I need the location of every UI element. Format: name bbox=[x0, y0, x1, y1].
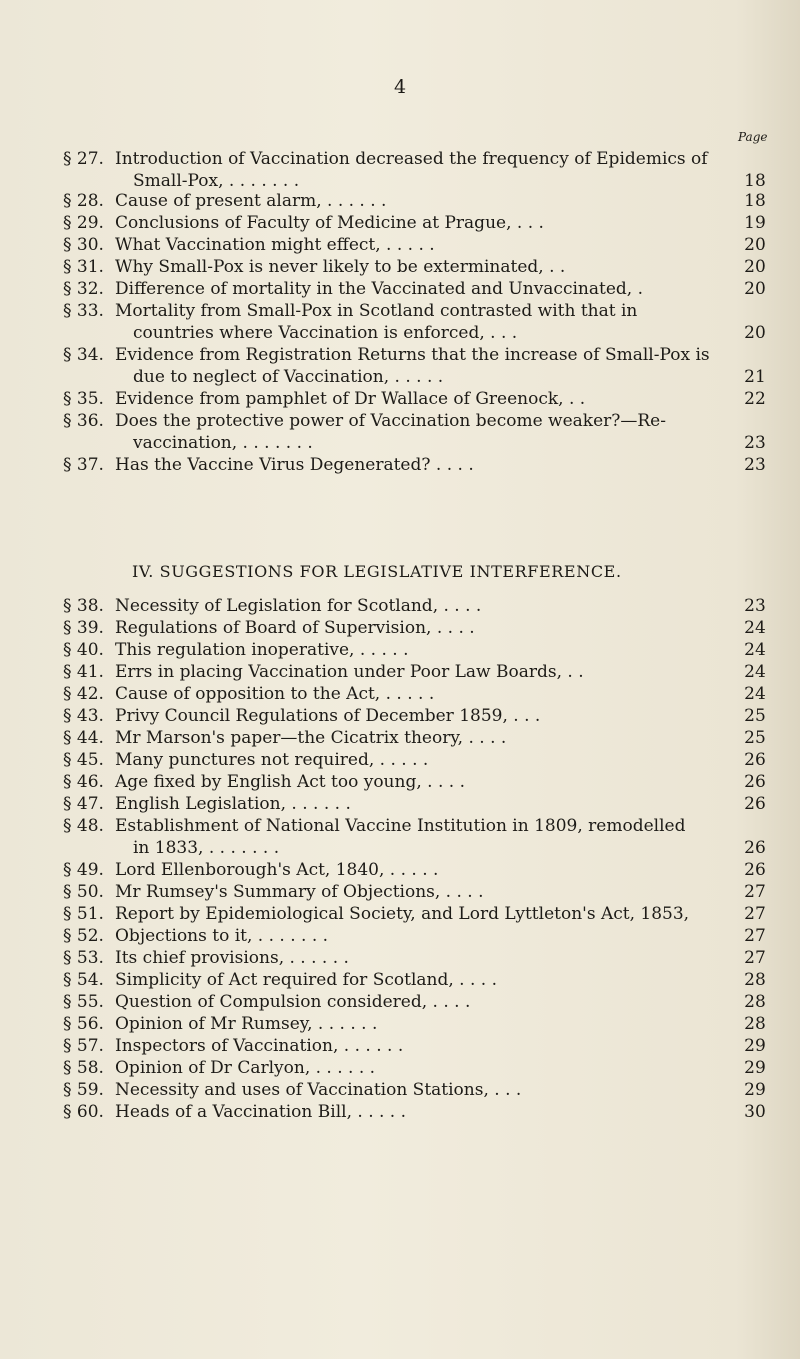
entry-page-number: 24 bbox=[744, 618, 766, 638]
entry-title bbox=[115, 705, 715, 727]
entry-title-line1: Mr Rumsey's Summary of Objections, . . . . bbox=[115, 882, 484, 902]
section-number: § 47. bbox=[63, 794, 104, 814]
entry-title bbox=[115, 278, 715, 300]
entry-page-number: 24 bbox=[744, 684, 766, 704]
entry-title-line1: Its chief provisions, . . . . . . bbox=[115, 948, 349, 968]
section-number: § 57. bbox=[63, 1036, 104, 1056]
entry-title bbox=[115, 969, 715, 991]
entry-title bbox=[115, 212, 715, 234]
entry-title-line1: Report by Epidemiological Society, and Lord Lyttleton's Act, 1853, bbox=[115, 904, 690, 924]
entry-title-line1: Objections to it, . . . . . . . bbox=[115, 926, 329, 946]
entry-title bbox=[115, 1035, 715, 1057]
section-number: § 33. bbox=[63, 301, 104, 321]
section-number: § 37. bbox=[63, 455, 104, 475]
entry-title bbox=[115, 727, 715, 749]
entry-page-number: 26 bbox=[744, 860, 766, 880]
entry-page-number: 27 bbox=[744, 882, 766, 902]
entry-title-line2: in 1833, . . . . . . . bbox=[133, 838, 280, 858]
page-column-label: Page bbox=[738, 130, 768, 144]
section-number: § 28. bbox=[63, 191, 104, 211]
entry-page-number: 22 bbox=[744, 389, 766, 409]
section-number: § 53. bbox=[63, 948, 104, 968]
entry-page-number: 27 bbox=[744, 948, 766, 968]
entry-page-number: 18 bbox=[744, 191, 766, 211]
entry-title-line1: Why Small-Pox is never likely to be exterminated, . . bbox=[115, 257, 566, 277]
entry-page-number: 23 bbox=[744, 433, 766, 453]
section-number: § 58. bbox=[63, 1058, 104, 1078]
entry-title bbox=[115, 595, 715, 617]
entry-title-line1: Errs in placing Vaccination under Poor Law Boards, . . bbox=[115, 662, 584, 682]
entry-title-line1: Inspectors of Vaccination, . . . . . . bbox=[115, 1036, 404, 1056]
section-number: § 30. bbox=[63, 235, 104, 255]
entry-page-number: 21 bbox=[744, 367, 766, 387]
entry-title bbox=[115, 749, 715, 771]
entry-title-line1: Simplicity of Act required for Scotland, . . . . bbox=[115, 970, 497, 990]
entry-title-line1: Age fixed by English Act too young, . . . . bbox=[115, 772, 465, 792]
entry-page-number: 29 bbox=[744, 1036, 766, 1056]
section-number: § 27. bbox=[63, 149, 104, 169]
entry-title-line1: Does the protective power of Vaccination become weaker?—Re- bbox=[115, 411, 666, 431]
entry-title-line1: Necessity of Legislation for Scotland, . . . . bbox=[115, 596, 482, 616]
entry-page-number: 26 bbox=[744, 750, 766, 770]
entry-title bbox=[115, 881, 715, 903]
entry-title-line1: Difference of mortality in the Vaccinated and Unvaccinated, . bbox=[115, 279, 643, 299]
entry-title bbox=[115, 771, 715, 793]
entry-page-number: 26 bbox=[744, 794, 766, 814]
entry-title bbox=[115, 234, 715, 256]
entry-title-line2: vaccination, . . . . . . . bbox=[133, 433, 313, 453]
section-number: § 48. bbox=[63, 816, 104, 836]
section-number: § 36. bbox=[63, 411, 104, 431]
entry-page-number: 27 bbox=[744, 904, 766, 924]
entry-title bbox=[115, 410, 715, 454]
entry-title-line1: This regulation inoperative, . . . . . bbox=[115, 640, 409, 660]
section-number: § 45. bbox=[63, 750, 104, 770]
entry-title bbox=[115, 454, 715, 476]
entry-title bbox=[115, 947, 715, 969]
entry-page-number: 20 bbox=[744, 323, 766, 343]
entry-page-number: 20 bbox=[744, 279, 766, 299]
entry-page-number: 26 bbox=[744, 838, 766, 858]
entry-title-line1: Question of Compulsion considered, . . . . bbox=[115, 992, 471, 1012]
entry-title bbox=[115, 148, 715, 192]
entry-page-number: 18 bbox=[744, 171, 766, 191]
entry-page-number: 28 bbox=[744, 992, 766, 1012]
entry-title-line2: Small-Pox, . . . . . . . bbox=[133, 171, 300, 191]
entry-title bbox=[115, 256, 715, 278]
entry-page-number: 29 bbox=[744, 1058, 766, 1078]
section-number: § 59. bbox=[63, 1080, 104, 1100]
entry-title-line1: Privy Council Regulations of December 1859, . . . bbox=[115, 706, 541, 726]
entry-page-number: 29 bbox=[744, 1080, 766, 1100]
entry-title-line1: Many punctures not required, . . . . . bbox=[115, 750, 429, 770]
entry-title-line1: Cause of opposition to the Act, . . . . . bbox=[115, 684, 435, 704]
section-number: § 56. bbox=[63, 1014, 104, 1034]
entry-page-number: 28 bbox=[744, 1014, 766, 1034]
entry-title bbox=[115, 859, 715, 881]
entry-title-line1: English Legislation, . . . . . . bbox=[115, 794, 351, 814]
entry-page-number: 23 bbox=[744, 596, 766, 616]
page-number: 4 bbox=[393, 76, 407, 98]
entry-page-number: 20 bbox=[744, 235, 766, 255]
section-number: § 54. bbox=[63, 970, 104, 990]
section-number: § 44. bbox=[63, 728, 104, 748]
entry-title-line1: Establishment of National Vaccine Institution in 1809, remodelled bbox=[115, 816, 686, 836]
entry-title-line1: Has the Vaccine Virus Degenerated? . . . . bbox=[115, 455, 474, 475]
entry-page-number: 24 bbox=[744, 640, 766, 660]
entry-title bbox=[115, 388, 715, 410]
entry-title-line2: due to neglect of Vaccination, . . . . . bbox=[133, 367, 444, 387]
entry-title-line1: Evidence from pamphlet of Dr Wallace of Greenock, . . bbox=[115, 389, 586, 409]
section-number: § 52. bbox=[63, 926, 104, 946]
entry-page-number: 20 bbox=[744, 257, 766, 277]
entry-title-line1: What Vaccination might effect, . . . . . bbox=[115, 235, 435, 255]
entry-title bbox=[115, 1079, 715, 1101]
entry-title bbox=[115, 661, 715, 683]
entry-title bbox=[115, 991, 715, 1013]
entry-title bbox=[115, 815, 715, 859]
entry-title bbox=[115, 639, 715, 661]
section-number: § 41. bbox=[63, 662, 104, 682]
entry-title-line1: Introduction of Vaccination decreased the frequency of Epidemics of bbox=[115, 149, 708, 169]
entry-title-line1: Conclusions of Faculty of Medicine at Prague, . . . bbox=[115, 213, 544, 233]
entry-title-line1: Necessity and uses of Vaccination Stations, . . . bbox=[115, 1080, 522, 1100]
entry-page-number: 24 bbox=[744, 662, 766, 682]
entry-title-line1: Mr Marson's paper—the Cicatrix theory, . . . . bbox=[115, 728, 507, 748]
section-number: § 31. bbox=[63, 257, 104, 277]
entry-title-line1: Regulations of Board of Supervision, . . . . bbox=[115, 618, 475, 638]
entry-title bbox=[115, 1101, 715, 1123]
entry-title-line2: countries where Vaccination is enforced, . . . bbox=[133, 323, 518, 343]
entry-page-number: 28 bbox=[744, 970, 766, 990]
entry-page-number: 19 bbox=[744, 213, 766, 233]
section-number: § 42. bbox=[63, 684, 104, 704]
entry-page-number: 23 bbox=[744, 455, 766, 475]
section-number: § 34. bbox=[63, 345, 104, 365]
section-number: § 43. bbox=[63, 706, 104, 726]
section-number: § 55. bbox=[63, 992, 104, 1012]
entry-title bbox=[115, 617, 715, 639]
entry-title bbox=[115, 793, 715, 815]
entry-page-number: 25 bbox=[744, 706, 766, 726]
entry-title-line1: Evidence from Registration Returns that the increase of Small-Pox is bbox=[115, 345, 710, 365]
section-number: § 51. bbox=[63, 904, 104, 924]
section-number: § 38. bbox=[63, 596, 104, 616]
entry-title-line1: Opinion of Dr Carlyon, . . . . . . bbox=[115, 1058, 376, 1078]
entry-title bbox=[115, 683, 715, 705]
entry-title bbox=[115, 1057, 715, 1079]
entry-title bbox=[115, 344, 715, 388]
entry-title-line1: Mortality from Small-Pox in Scotland contrasted with that in bbox=[115, 301, 638, 321]
entry-title-line1: Heads of a Vaccination Bill, . . . . . bbox=[115, 1102, 407, 1122]
section-number: § 29. bbox=[63, 213, 104, 233]
entry-page-number: 25 bbox=[744, 728, 766, 748]
entry-title-line1: Cause of present alarm, . . . . . . bbox=[115, 191, 387, 211]
section-number: § 50. bbox=[63, 882, 104, 902]
section-number: § 49. bbox=[63, 860, 104, 880]
entry-page-number: 27 bbox=[744, 926, 766, 946]
entry-title-line1: Opinion of Mr Rumsey, . . . . . . bbox=[115, 1014, 378, 1034]
section-heading-text: IV. SUGGESTIONS FOR LEGISLATIVE INTERFERENCE. bbox=[132, 562, 622, 581]
entry-title bbox=[115, 1013, 715, 1035]
entry-page-number: 30 bbox=[744, 1102, 766, 1122]
entry-title bbox=[115, 190, 715, 212]
section-number: § 35. bbox=[63, 389, 104, 409]
section-number: § 39. bbox=[63, 618, 104, 638]
entry-page-number: 26 bbox=[744, 772, 766, 792]
section-number: § 32. bbox=[63, 279, 104, 299]
entry-title bbox=[115, 903, 715, 925]
section-number: § 40. bbox=[63, 640, 104, 660]
entry-title bbox=[115, 925, 715, 947]
section-number: § 60. bbox=[63, 1102, 104, 1122]
entry-title bbox=[115, 300, 715, 344]
section-number: § 46. bbox=[63, 772, 104, 792]
entry-title-line1: Lord Ellenborough's Act, 1840, . . . . . bbox=[115, 860, 439, 880]
